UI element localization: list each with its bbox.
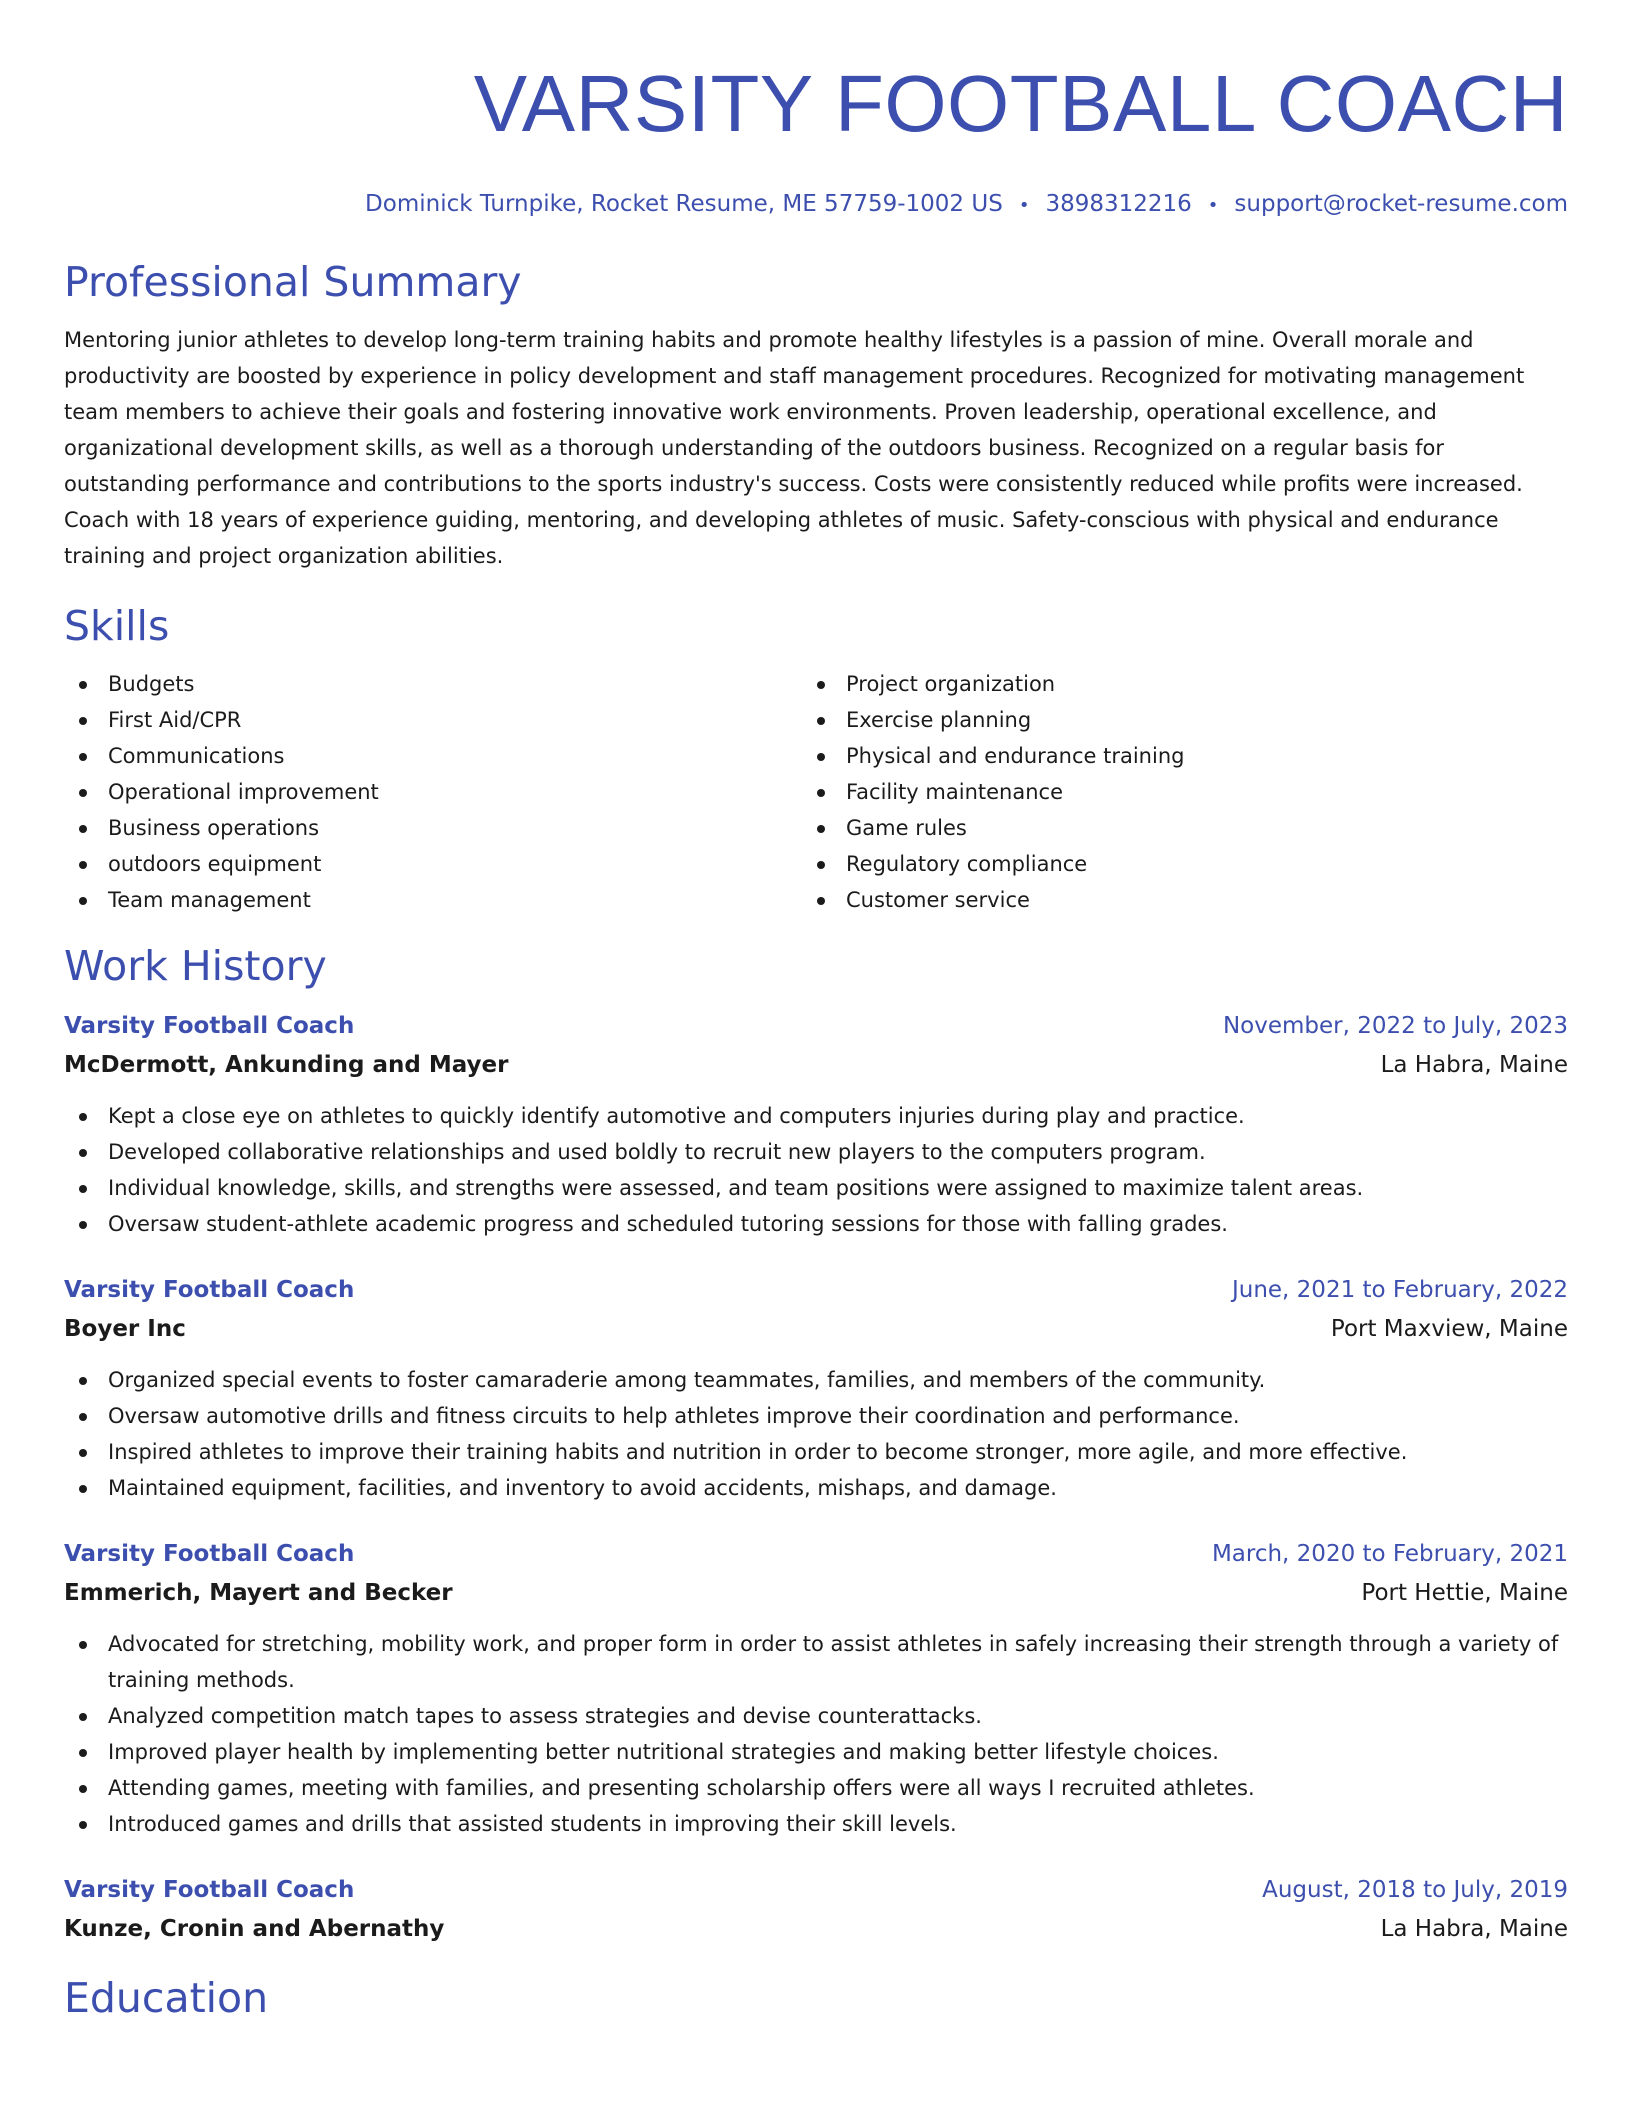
job-title-row bbox=[64, 1534, 1568, 1574]
job-dates: August, 2018 to July, 2019 bbox=[1262, 1877, 1568, 1903]
job-dates: March, 2020 to February, 2021 bbox=[1211, 1541, 1568, 1567]
job-title-row bbox=[64, 1870, 1568, 1910]
resume-header bbox=[64, 58, 1568, 222]
contact-phone: 3898312216 bbox=[1045, 191, 1192, 217]
job-company: Kunze, Cronin and Abernathy bbox=[64, 1916, 445, 1942]
job-location: La Habra, Maine bbox=[1380, 1916, 1568, 1942]
duty-item: Attending games, meeting with families, and presenting scholarship offers were all ways I recruited athletes. bbox=[64, 1770, 1568, 1806]
skills-section bbox=[64, 600, 1568, 918]
skills-list-right bbox=[802, 666, 1540, 918]
job-company: McDermott, Ankunding and Mayer bbox=[64, 1052, 509, 1078]
duty-item: Inspired athletes to improve their training habits and nutrition in order to become stronger, more agile, and more effective. bbox=[64, 1434, 1568, 1470]
job-location: Port Maxview, Maine bbox=[1330, 1316, 1568, 1342]
job-title-row bbox=[64, 1006, 1568, 1046]
job-dates: November, 2022 to July, 2023 bbox=[1222, 1013, 1568, 1039]
skill-item: Operational improvement bbox=[64, 774, 802, 810]
summary-section bbox=[64, 256, 1568, 574]
job-entry bbox=[64, 1870, 1568, 1948]
duty-item: Analyzed competition match tapes to assess strategies and devise counterattacks. bbox=[64, 1698, 1568, 1734]
job-company-row bbox=[64, 1574, 1568, 1612]
job-duties bbox=[64, 1098, 1568, 1242]
job-company-row bbox=[64, 1046, 1568, 1084]
job-title: Varsity Football Coach bbox=[64, 1877, 355, 1903]
job-title: Varsity Football Coach bbox=[64, 1277, 355, 1303]
job-entry bbox=[64, 1534, 1568, 1842]
skill-item: Regulatory compliance bbox=[802, 846, 1540, 882]
job-entry bbox=[64, 1270, 1568, 1506]
skill-item: First Aid/CPR bbox=[64, 702, 802, 738]
duty-item: Oversaw student-athlete academic progress and scheduled tutoring sessions for those with falling grades. bbox=[64, 1206, 1568, 1242]
job-company-row bbox=[64, 1310, 1568, 1348]
skill-item: Communications bbox=[64, 738, 802, 774]
resume-title: VARSITY FOOTBALL COACH bbox=[473, 59, 1568, 148]
job-location: La Habra, Maine bbox=[1380, 1052, 1568, 1078]
skill-item: Exercise planning bbox=[802, 702, 1540, 738]
skill-item: Budgets bbox=[64, 666, 802, 702]
skills-list-left bbox=[64, 666, 802, 918]
skill-item: outdoors equipment bbox=[64, 846, 802, 882]
job-duties bbox=[64, 1626, 1568, 1842]
summary-heading: Professional Summary bbox=[64, 258, 522, 306]
skill-item: Facility maintenance bbox=[802, 774, 1540, 810]
duty-item: Advocated for stretching, mobility work, and proper form in order to assist athletes in safely increasing their strength through a variety of training methods. bbox=[64, 1626, 1568, 1698]
skill-item: Customer service bbox=[802, 882, 1540, 918]
duty-item: Maintained equipment, facilities, and inventory to avoid accidents, mishaps, and damage. bbox=[64, 1470, 1568, 1506]
skill-item: Game rules bbox=[802, 810, 1540, 846]
contact-separator: • bbox=[1018, 195, 1030, 216]
duty-item: Introduced games and drills that assisted students in improving their skill levels. bbox=[64, 1806, 1568, 1842]
skill-item: Business operations bbox=[64, 810, 802, 846]
job-entry bbox=[64, 1006, 1568, 1242]
contact-separator: • bbox=[1207, 195, 1219, 216]
contact-address: Dominick Turnpike, Rocket Resume, ME 57759-1002 US bbox=[365, 191, 1003, 217]
work-history-section bbox=[64, 940, 1568, 1948]
duty-item: Improved player health by implementing better nutritional strategies and making better lifestyle choices. bbox=[64, 1734, 1568, 1770]
skills-columns bbox=[64, 666, 1568, 918]
education-heading: Education bbox=[64, 1974, 269, 2022]
job-dates: June, 2021 to February, 2022 bbox=[1231, 1277, 1568, 1303]
job-duties bbox=[64, 1362, 1568, 1506]
duty-item: Kept a close eye on athletes to quickly identify automotive and computers injuries during play and practice. bbox=[64, 1098, 1568, 1134]
summary-text: Mentoring junior athletes to develop long-term training habits and promote healthy lifestyles is a passion of mine. Overall morale and productivity are boosted by experience in policy development and staff management procedures. Recognized for motivating management team members to achieve their goals and fostering innovative work environments. Proven leadership, operational excellence, and organizational development skills, as well as a thorough understanding of the outdoors business. Recognized on a regular basis for outstanding performance and contributions to the sports industry's success. Costs were consistently reduced while profits were increased. Coach with 18 years of experience guiding, mentoring, and developing athletes of music. Safety-conscious with physical and endurance training and project organization abilities. bbox=[64, 328, 1525, 568]
contact-line bbox=[64, 188, 1568, 222]
duty-item: Oversaw automotive drills and fitness circuits to help athletes improve their coordination and performance. bbox=[64, 1398, 1568, 1434]
contact-email: support@rocket-resume.com bbox=[1234, 191, 1568, 217]
duty-item: Individual knowledge, skills, and strengths were assessed, and team positions were assigned to maximize talent areas. bbox=[64, 1170, 1568, 1206]
job-company: Boyer Inc bbox=[64, 1316, 186, 1342]
job-location: Port Hettie, Maine bbox=[1361, 1580, 1568, 1606]
skill-item: Physical and endurance training bbox=[802, 738, 1540, 774]
work-history-heading: Work History bbox=[64, 942, 327, 990]
job-title: Varsity Football Coach bbox=[64, 1541, 355, 1567]
job-company: Emmerich, Mayert and Becker bbox=[64, 1580, 453, 1606]
skills-heading: Skills bbox=[64, 602, 170, 650]
skill-item: Team management bbox=[64, 882, 802, 918]
job-company-row bbox=[64, 1910, 1568, 1948]
education-section bbox=[64, 1972, 1568, 2024]
duty-item: Organized special events to foster camaraderie among teammates, families, and members of the community. bbox=[64, 1362, 1568, 1398]
job-title: Varsity Football Coach bbox=[64, 1013, 355, 1039]
duty-item: Developed collaborative relationships and used boldly to recruit new players to the computers program. bbox=[64, 1134, 1568, 1170]
job-title-row bbox=[64, 1270, 1568, 1310]
skill-item: Project organization bbox=[802, 666, 1540, 702]
